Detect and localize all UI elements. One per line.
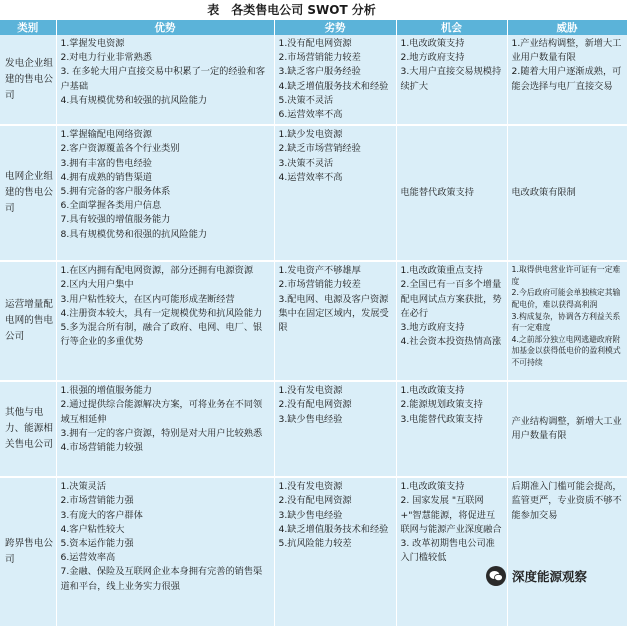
list-item: 5.决策不灵活	[278, 94, 334, 106]
weaknesses-cell	[274, 125, 396, 261]
watermark	[486, 562, 626, 590]
list-item: 2.市场营销能力强	[60, 495, 134, 507]
threats-cell	[507, 261, 627, 381]
list-item: 1.缺少发电资源	[278, 129, 343, 141]
category-cell: 跨界售电公司	[0, 477, 56, 627]
list-item: 1.电改政策支持	[400, 481, 465, 493]
list-item: 1.产业结构调整，新增大工业用户数量有限	[511, 38, 622, 64]
header-threats: 威胁	[507, 20, 627, 35]
list-item: 产业结构调整，新增大工业用户数量有限	[511, 416, 622, 442]
header-weaknesses: 劣势	[274, 20, 396, 35]
header-strengths: 优势	[56, 20, 274, 35]
list-item: 4.之前部分独立电网逃避政府附加基金以获得低电价的盈利模式不可持续	[511, 334, 621, 367]
list-item: 2.对电力行业非常熟悉	[60, 52, 152, 64]
list-item: 3.构成复杂，协调各方利益关系有一定难度	[511, 311, 621, 333]
list-item: 3.决策不灵活	[278, 157, 334, 169]
category-cell: 其他与电力、能源相关售电公司	[0, 381, 56, 477]
list-item: 6.运营效率不高	[278, 109, 343, 121]
list-item: 3.缺少售电经验	[278, 413, 343, 425]
list-item: 3.拥有丰富的售电经验	[60, 157, 152, 169]
list-item: 电改政策有限制	[511, 187, 576, 199]
list-item: 1.电改政策支持	[400, 38, 465, 49]
strengths-cell	[56, 381, 274, 477]
list-item: 2.没有配电网资源	[278, 399, 352, 411]
weaknesses-cell	[274, 381, 396, 477]
list-item: 3.拥有一定的客户资源，特别是对大用户比较熟悉	[60, 427, 263, 439]
list-item: 6.全面掌握各类用户信息	[60, 200, 162, 212]
strengths-cell	[56, 477, 274, 627]
list-item: 1.电改政策支持	[400, 385, 465, 397]
watermark-text: 深度能源观察	[512, 569, 588, 584]
list-item: 3.配电网、电源及客户资源集中在固定区域内，发展受限	[278, 293, 389, 334]
list-item: 3. 在多轮大用户直接交易中积累了一定的经验和客户基础	[60, 66, 266, 92]
list-item: 2.地方政府支持	[400, 52, 465, 64]
list-item: 3. 改革初期售电公司准入门槛较低	[400, 538, 495, 564]
header-row	[0, 20, 627, 35]
category-cell: 运营增量配电网的售电公司	[0, 261, 56, 381]
list-item: 电能替代政策支持	[400, 187, 474, 199]
list-item: 后期准入门槛可能会提高，监管更严，专业资质不够不能参加交易	[511, 481, 622, 521]
opportunities-cell	[396, 381, 507, 477]
list-item: 4.运营效率不高	[278, 171, 343, 183]
weaknesses-cell	[274, 35, 396, 125]
threats-cell	[507, 125, 627, 261]
list-item: 3.用户粘性较大，在区内可能形成垄断经营	[60, 293, 235, 305]
list-item: 1.在区内拥有配电网资源，部分还拥有电源资源	[60, 265, 254, 277]
list-item: 3.大用户直接交易规模持续扩大	[400, 66, 502, 92]
strengths-cell	[56, 125, 274, 261]
list-item: 7.具有较强的增值服务能力	[60, 214, 171, 226]
list-item: 2.随着大用户逐渐成熟，可能会选择与电厂直接交易	[511, 66, 622, 92]
weaknesses-cell	[274, 477, 396, 627]
list-item: 2.市场营销能力较差	[278, 52, 361, 64]
list-item: 4.市场营销能力较强	[60, 442, 143, 454]
category-cell: 发电企业组建的售电公司	[0, 35, 56, 125]
list-item: 4.拥有成熟的销售渠道	[60, 171, 152, 183]
opportunities-cell	[396, 261, 507, 381]
table-row	[0, 125, 627, 261]
header-opportunities: 机会	[396, 20, 507, 35]
swot-table	[0, 20, 627, 628]
list-item: 4.客户粘性较大	[60, 523, 125, 535]
list-item: 4.注册资本较大，具有一定规模优势和抗风险能力	[60, 307, 263, 319]
list-item: 1.掌握输配电网络资源	[60, 129, 152, 141]
list-item: 1.发电资产不够雄厚	[278, 265, 361, 277]
threats-cell	[507, 35, 627, 125]
table-row	[0, 261, 627, 381]
header-category: 类别	[0, 20, 56, 35]
list-item: 2.缺乏市场营销经验	[278, 143, 361, 155]
list-item: 4.社会资本投资热情高涨	[400, 336, 502, 348]
category-cell: 电网企业组建的售电公司	[0, 125, 56, 261]
list-item: 1.没有发电资源	[278, 481, 343, 493]
threats-cell	[507, 477, 627, 627]
list-item: 4.具有规模优势和较强的抗风险能力	[60, 94, 208, 106]
strengths-cell	[56, 35, 274, 125]
list-item: 2.能源规划政策支持	[400, 399, 483, 411]
list-item: 2.今后政府可能会单独核定其输配电价，难以获得高利润	[511, 288, 621, 309]
wechat-icon	[486, 566, 506, 586]
list-item: 2.客户资源覆盖各个行业类别	[60, 143, 180, 155]
list-item: 3.地方政府支持	[400, 322, 465, 334]
list-item: 2.没有配电网资源	[278, 495, 352, 507]
list-item: 5.拥有完备的客户服务体系	[60, 186, 171, 198]
strengths-cell	[56, 261, 274, 381]
list-item: 1.取得供电营业许可证有一定难度	[511, 265, 621, 286]
list-item: 2.全国已有一百多个增量配电网试点方案获批，势在必行	[400, 279, 502, 319]
list-item: 5.多为混合所有制，融合了政府、电网、电厂、银行等企业的多重优势	[60, 322, 263, 348]
list-item: 4.缺乏增值服务技术和经验	[278, 80, 389, 92]
list-item: 1.很强的增值服务能力	[60, 385, 152, 397]
list-item: 8.具有规模优势和很强的抗风险能力	[60, 228, 208, 240]
weaknesses-cell	[274, 261, 396, 381]
list-item: 4.缺乏增值服务技术和经验	[278, 523, 389, 535]
threats-cell	[507, 381, 627, 477]
list-item: 2.通过提供综合能源解决方案，可将业务在不同领域互相延伸	[60, 399, 263, 425]
list-item: 1.掌握发电资源	[60, 38, 125, 49]
list-item: 1.没有配电网资源	[278, 38, 352, 49]
list-item: 3.缺少售电经验	[278, 509, 343, 521]
list-item: 6.运营效率高	[60, 552, 116, 564]
opportunities-cell	[396, 35, 507, 125]
list-item: 7.金融、保险及互联网企业本身拥有完善的销售渠道和平台，线上业务实力很强	[60, 566, 263, 592]
list-item: 1.决策灵活	[60, 481, 107, 493]
list-item: 2. 国家发展 "互联网+"智慧能源，将促进互联网与能源产业深度融合	[400, 495, 502, 535]
table-title: 表 各类售电公司 SWOT 分析	[207, 3, 376, 17]
opportunities-cell	[396, 125, 507, 261]
table-row	[0, 381, 627, 477]
list-item: 2.区内大用户集中	[60, 279, 134, 291]
list-item: 1.电改政策重点支持	[400, 265, 483, 277]
list-item: 3.有庞大的客户群体	[60, 509, 143, 521]
list-item: 3.缺乏客户服务经验	[278, 66, 361, 78]
table-row	[0, 35, 627, 125]
list-item: 2.市场营销能力较差	[278, 279, 361, 291]
list-item: 1.没有发电资源	[278, 385, 343, 397]
list-item: 3.电能替代政策支持	[400, 413, 483, 425]
table-row	[0, 477, 627, 627]
list-item: 5.资本运作能力强	[60, 538, 134, 550]
list-item: 5.抗风险能力较差	[278, 538, 352, 550]
opportunities-cell	[396, 477, 507, 627]
